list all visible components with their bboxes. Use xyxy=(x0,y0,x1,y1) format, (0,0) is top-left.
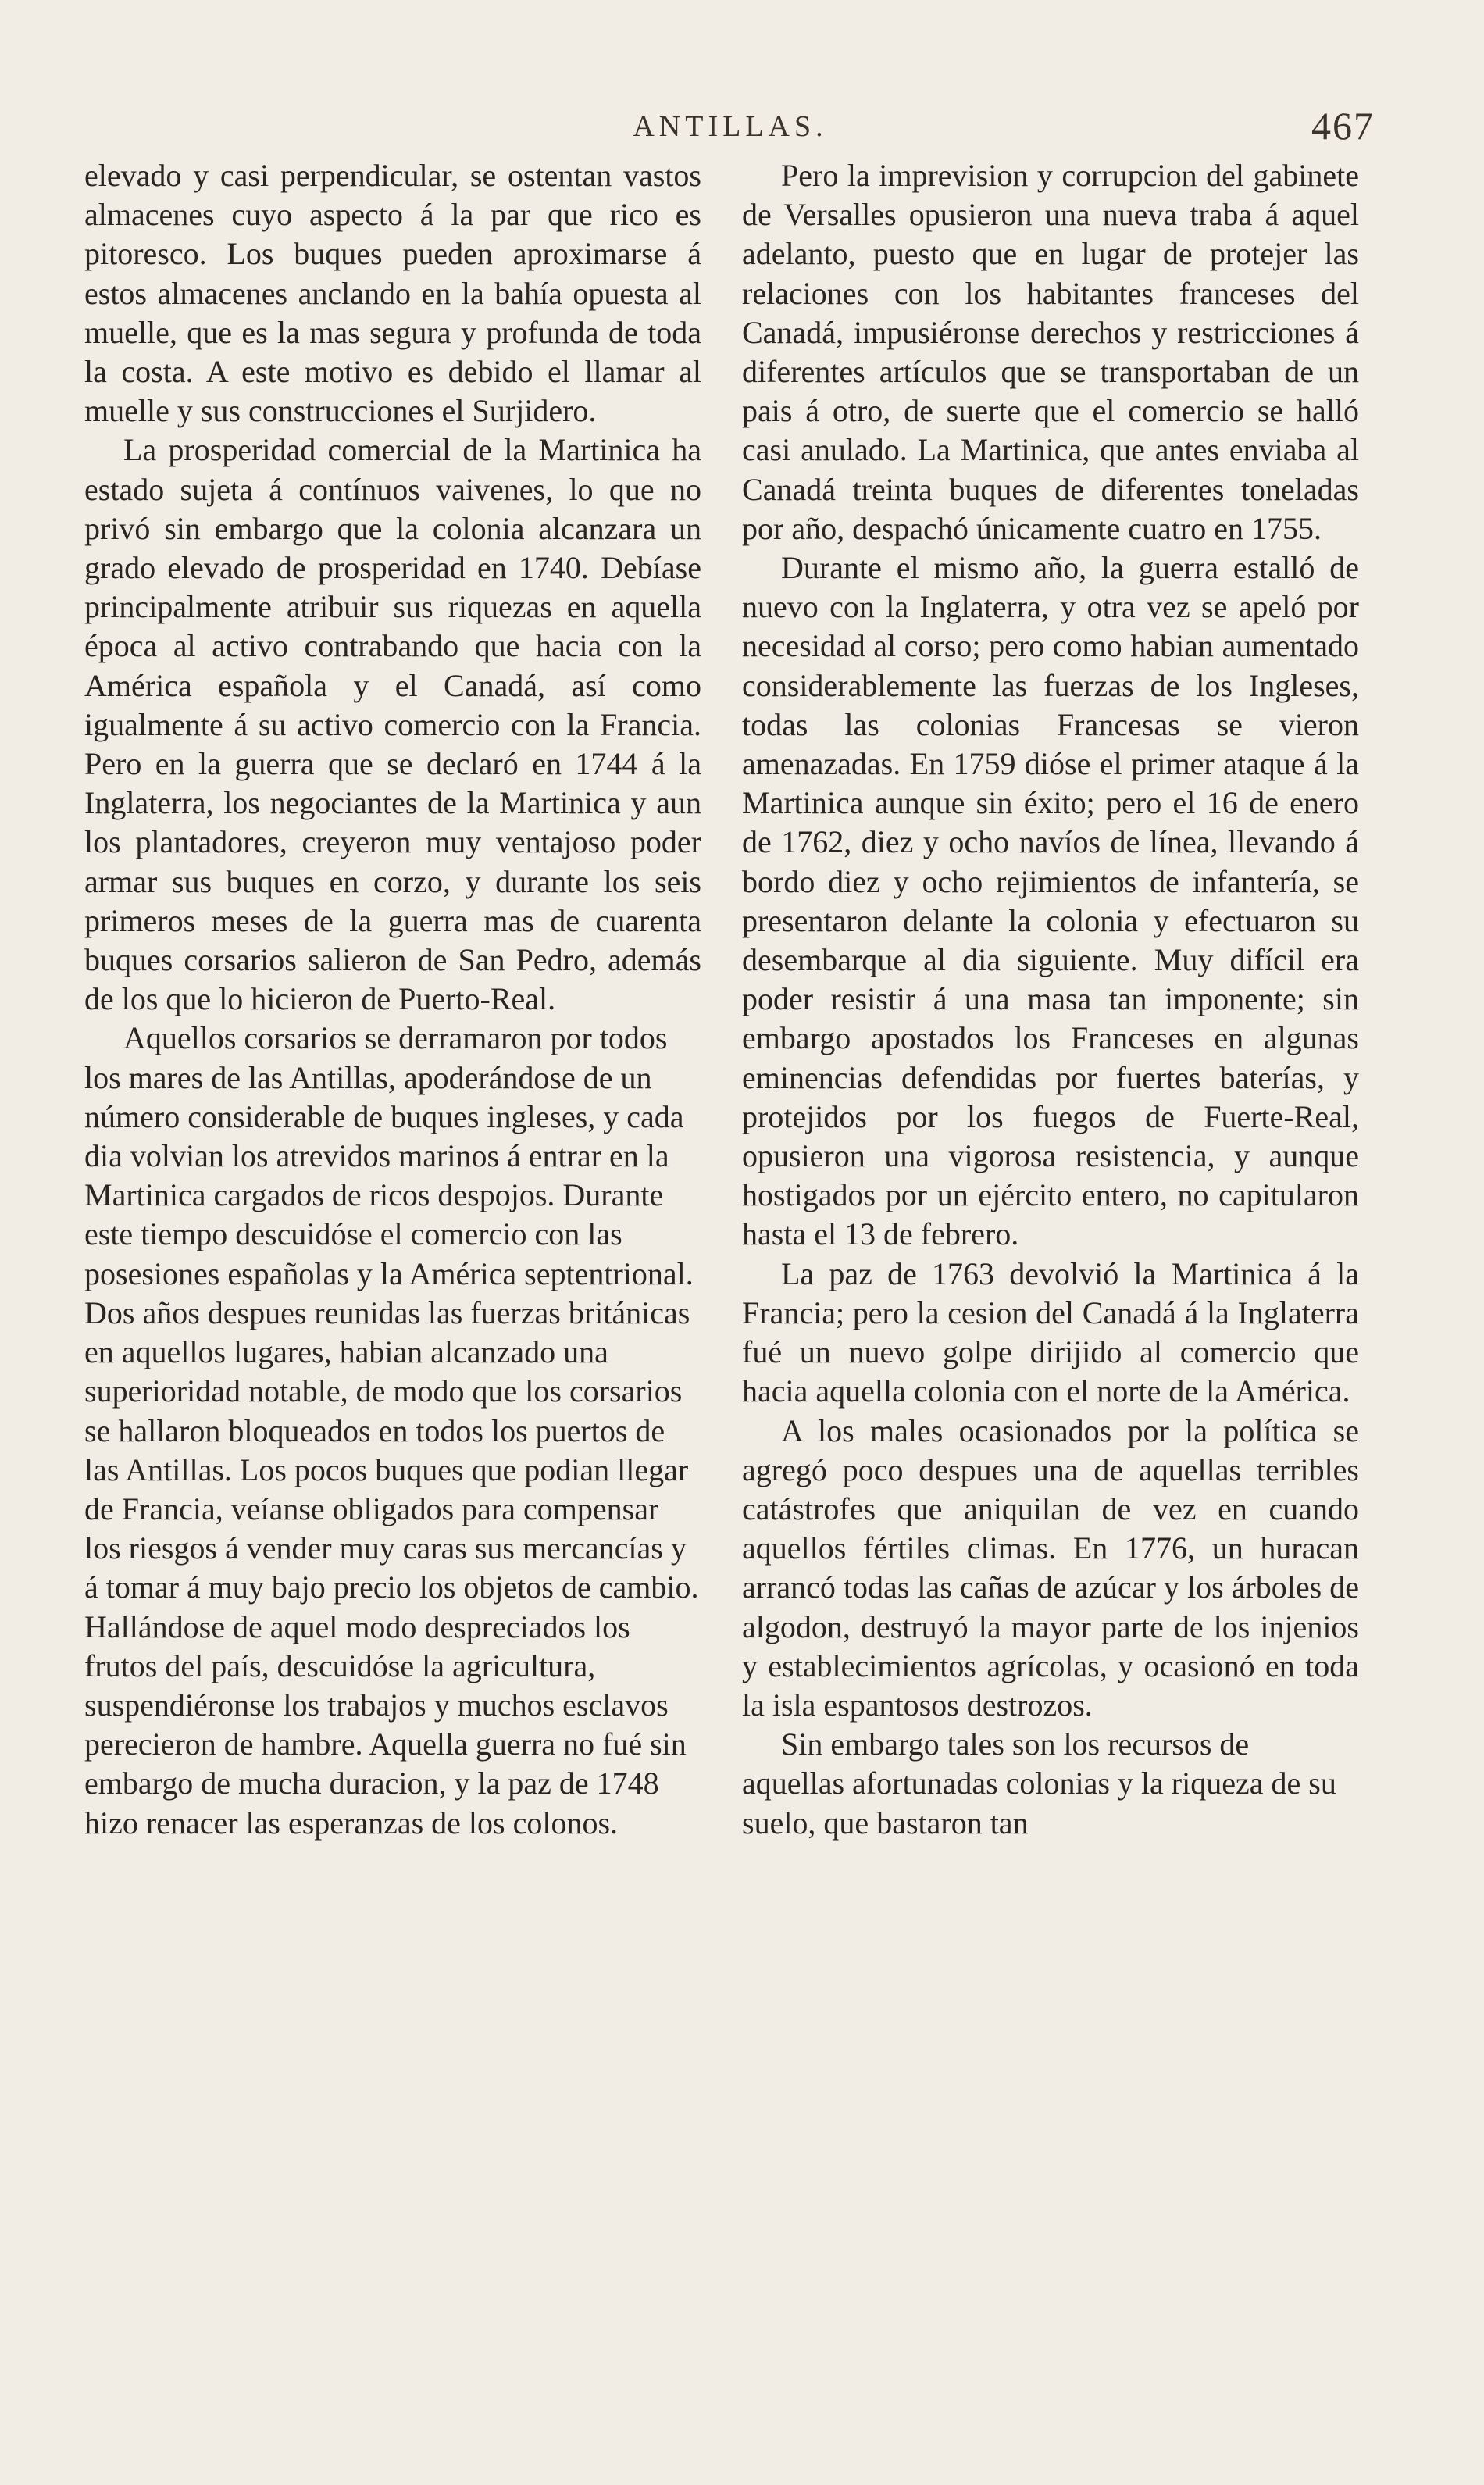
paragraph: Aquellos corsarios se derramaron por todos los mares de las Antillas, apoderándose de un número considerable de buques ingleses, y cada dia volvian los atrevidos marinos á entrar en la Martinica cargados de ricos despojos. Durante este tiempo descuidóse el comercio con las posesiones españolas y la América septentrional. Dos años despues reunidas las fuerzas británicas en aquellos lugares, habian alcanzado una superioridad notable, de modo que los corsarios se hallaron bloqueados en todos los puertos de las Antillas. Los pocos buques que podian llegar de Francia, veíanse obligados para compensar los riesgos á vender muy caras sus mercancías y á tomar á muy bajo precio los objetos de cambio. Hallándose de aquel modo despreciados los frutos del país, descuidóse la agricultura, suspendiéronse los trabajos y muchos esclavos perecieron de hambre. Aquella guerra no fué sin embargo de mucha duracion, y la paz de 1748 hizo renacer las esperanzas de los colonos. xyxy=(84,1020,699,1841)
left-column xyxy=(84,156,701,1843)
paragraph: La prosperidad comercial de la Martinica ha estado sujeta á contínuos vaivenes, lo que no privó sin embargo que la colonia alcanzara un grado elevado de prosperidad en 1740. Debíase principalmente atribuir sus riquezas en aquella época al activo contrabando que hacia con la América española y el Canadá, así como igualmente á su activo comercio con la Francia. Pero en la guerra que se declaró en 1744 á la Inglaterra, los negociantes de la Martinica y aun los plantadores, creyeron muy ventajoso poder armar sus buques en corzo, y durante los seis primeros meses de la guerra mas de cuarenta buques corsarios salieron de San Pedro, además de los que lo hicieron de Puerto-Real. xyxy=(84,432,701,1017)
running-title: ANTILLAS. xyxy=(633,110,828,143)
page-number: 467 xyxy=(1311,104,1375,148)
paragraph: Durante el mismo año, la guerra estalló de nuevo con la Inglaterra, y otra vez se apeló por necesidad al corso; pero como habian aumentado considerablemente las fuerzas de los Ingleses, todas las colonias Francesas se vieron amenazadas. En 1759 dióse el primer ataque á la Martinica aunque sin éxito; pero el 16 de enero de 1762, diez y ocho navíos de línea, llevando á bordo diez y ocho rejimientos de infantería, se presentaron delante la colonia y efectuaron su desembarque al dia siguiente. Muy difícil era poder resistir á una masa tan imponente; sin embargo apostados los Franceses en algunas eminencias defendidas por fuertes baterías, y protejidos por los fuegos de Fuerte-Real, opusieron una vigorosa resistencia, y aunque hostigados por un ejército entero, no capitularon hasta el 13 de febrero. xyxy=(742,550,1359,1252)
paragraph: Sin embargo tales son los recursos de aquellas afortunadas colonias y la riqueza de su suelo, que bastaron tan xyxy=(742,1726,1336,1841)
right-column xyxy=(742,156,1359,1843)
paragraph: La paz de 1763 devolvió la Martinica á la Francia; pero la cesion del Canadá á la Inglaterra fué un nuevo golpe dirijido al comercio que hacia aquella colonia con el norte de la América. xyxy=(742,1255,1359,1409)
paragraph: A los males ocasionados por la política se agregó poco despues una de aquellas terribles catástrofes que aniquilan de vez en cuando aquellos fértiles climas. En 1776, un huracan arrancó todas las cañas de azúcar y los árboles de algodon, destruyó la mayor parte de los injenios y establecimientos agrícolas, y ocasionó en toda la isla espantosos destrozos. xyxy=(742,1412,1359,1723)
page-header xyxy=(86,104,1375,156)
paragraph: elevado y casi perpendicular, se ostentan vastos almacenes cuyo aspecto á la par que rico es pitoresco. Los buques pueden aproximarse á estos almacenes anclando en la bahía opuesta al muelle, que es la mas segura y profunda de toda la costa. A este motivo es debido el llamar al muelle y sus construcciones el Surjidero. xyxy=(84,158,701,429)
paragraph: Pero la imprevision y corrupcion del gabinete de Versalles opusieron una nueva traba á aquel adelanto, puesto que en lugar de protejer las relaciones con los habitantes franceses del Canadá, impusiéronse derechos y restricciones á diferentes artículos que se transportaban de un pais á otro, de suerte que el comercio se halló casi anulado. La Martinica, que antes enviaba al Canadá treinta buques de diferentes toneladas por año, despachó únicamente cuatro en 1755. xyxy=(742,158,1359,546)
